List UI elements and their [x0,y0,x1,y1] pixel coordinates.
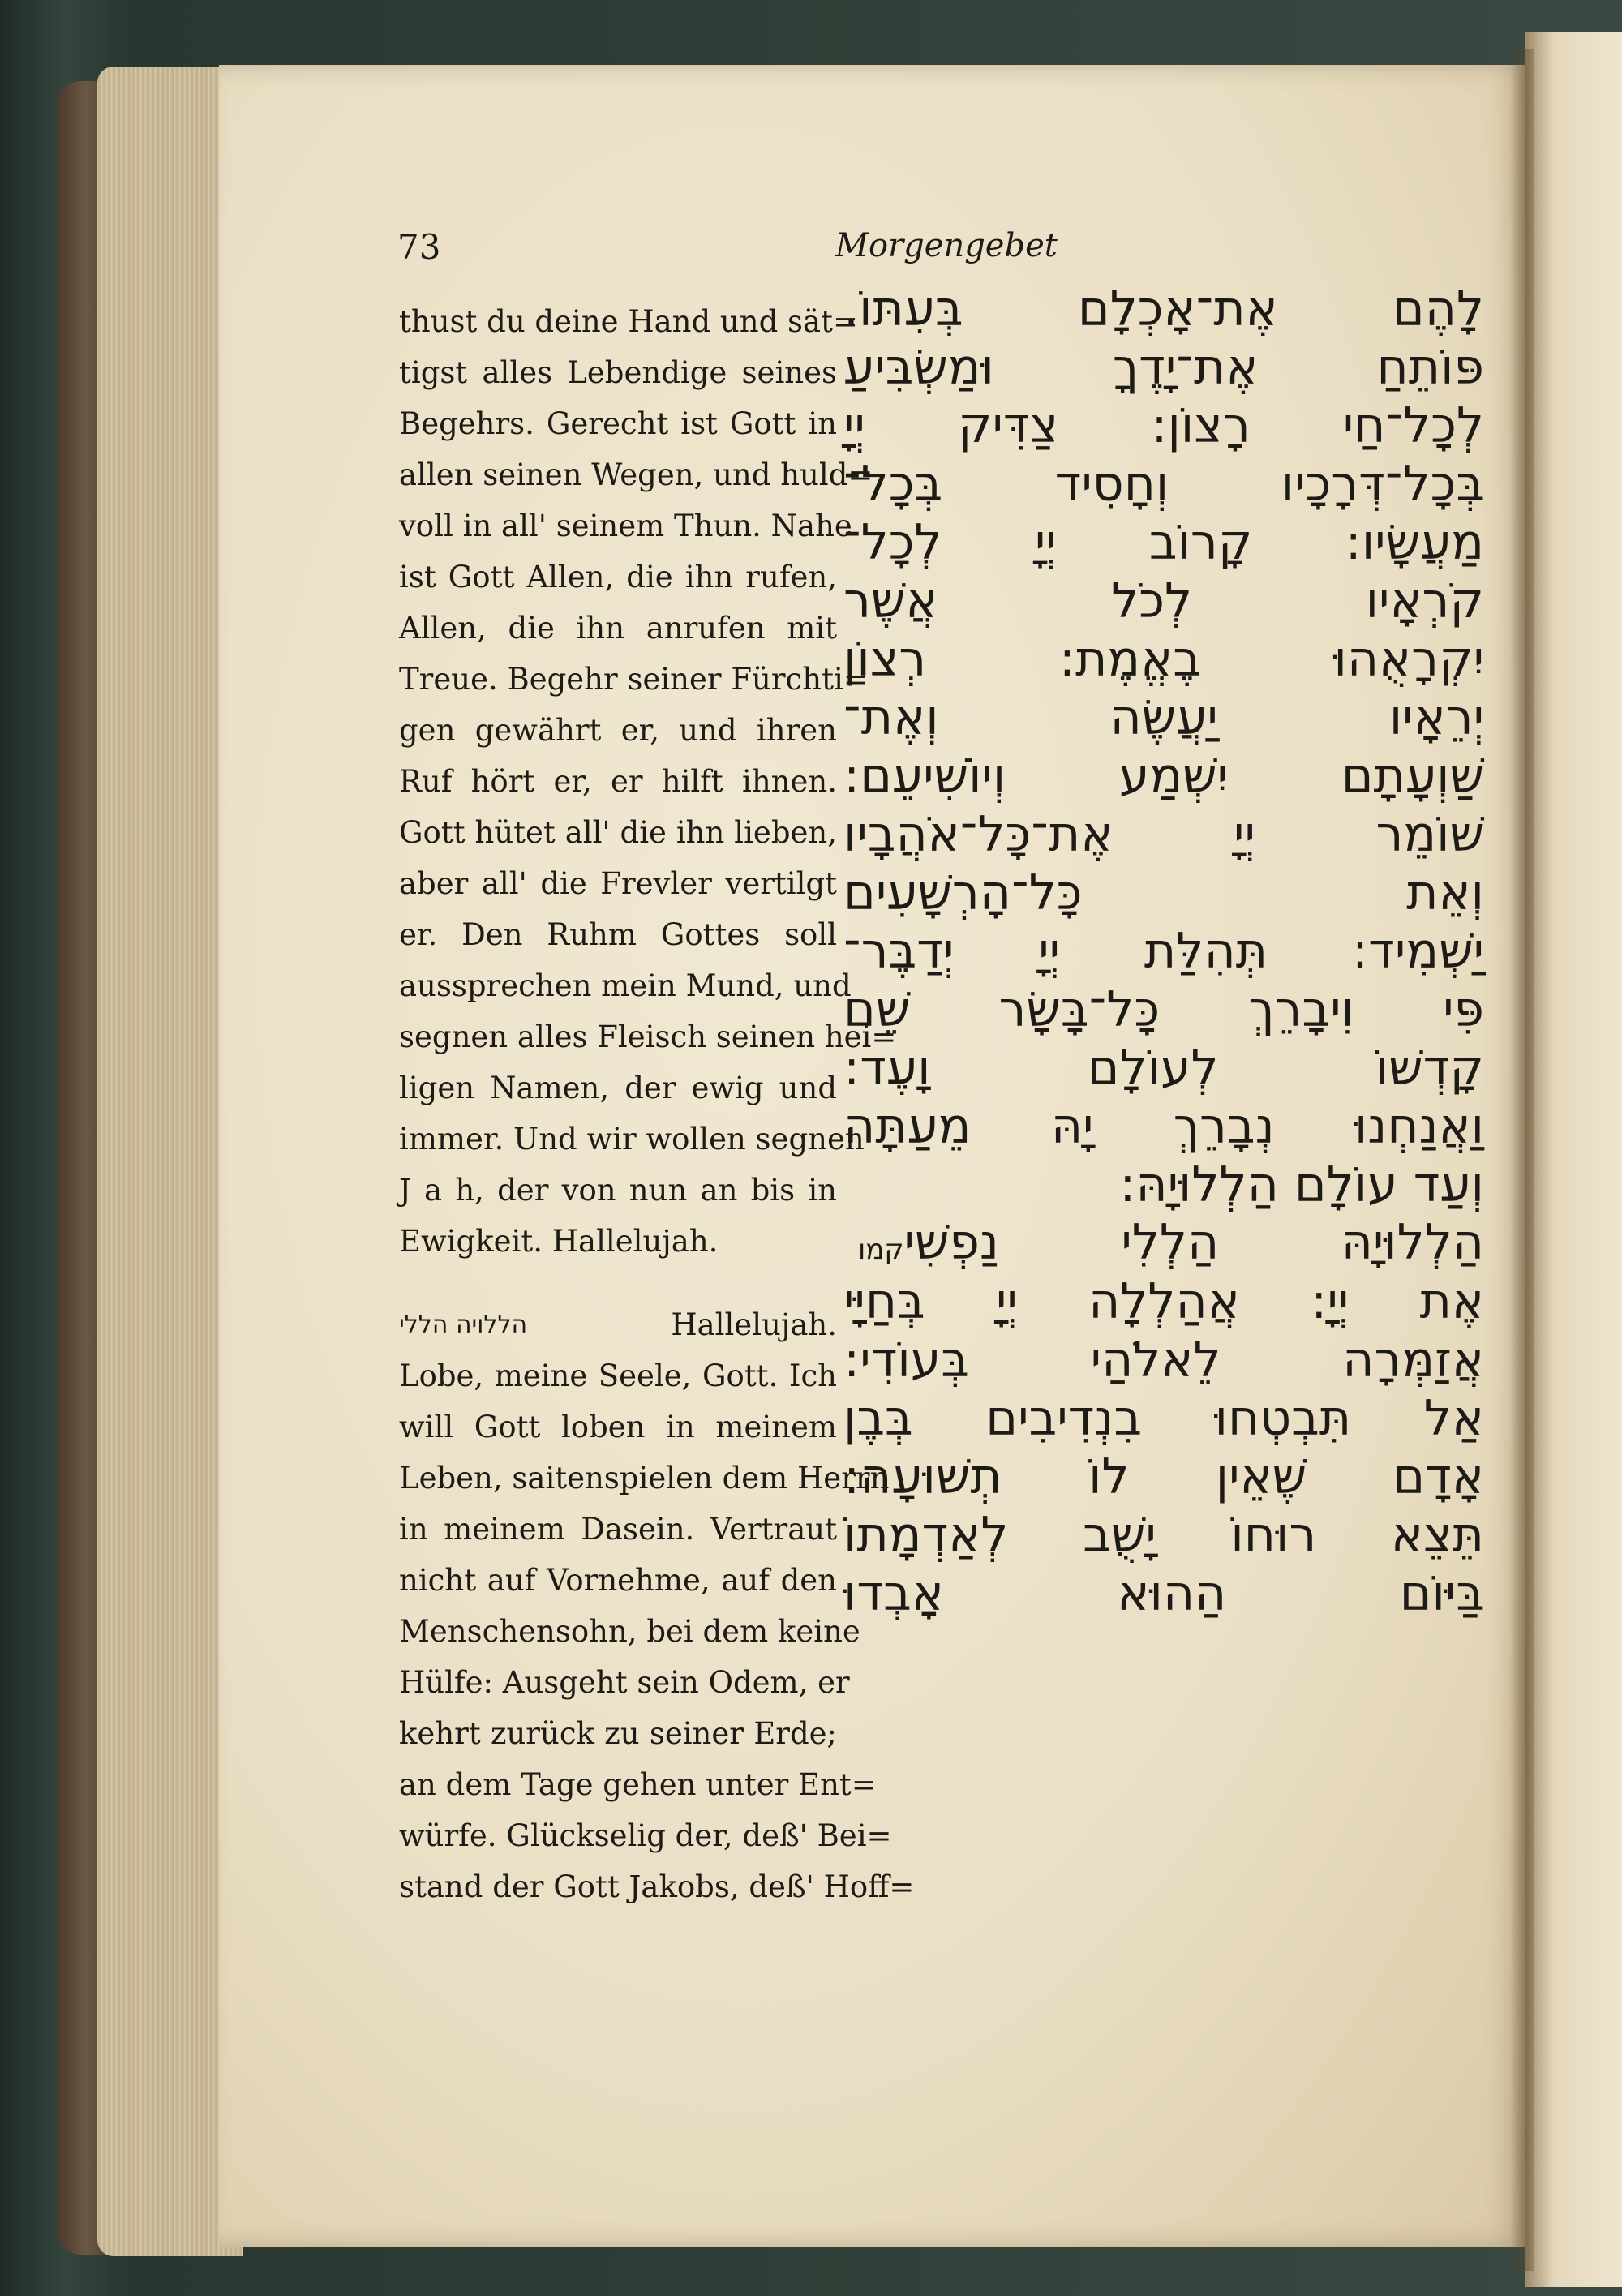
hebrew-line: שׁוֹמֵר יְיָ אֶת־כָּל־אֹהֲבָיו [843,806,1484,863]
hebrew-line: פּוֹתֵחַ אֶת־יָדֶךָ וּמַשְׂבִּיעַ [843,339,1484,396]
german-line: Allen, die ihn anrufen mit [399,611,837,646]
german-line: Gott hütet all' die ihn lieben, [399,815,837,850]
german-line: Ruf hört er, er hilft ihnen. [399,764,837,799]
hebrew-line: אֶת יְיָ: אֲהַלְלָה יְיָ בְּחַיָּי [843,1273,1484,1330]
page-number: 73 [397,227,441,267]
german-line: segnen alles Fleisch seinen hei= [399,1019,897,1054]
page-gutter-shadow [1510,49,1534,2271]
hebrew-line: פִּי וִיבָרֵךְ כָּל־בָּשָׂר שֵׁם [843,981,1484,1038]
hebrew-line: הַלְלוּיָהּ הַלְלִי נַפְשִׁי [903,1214,1484,1271]
german-line: Leben, saitenspielen dem Herrn [399,1461,890,1496]
hebrew-line: קָדְשׁוֹ לְעוֹלָם וָעֶד: [843,1040,1484,1097]
german-line: J a h, der von nun an bis in [399,1173,837,1208]
hebrew-line: וְאֵת כָּל־הָרְשָׁעִים [843,865,1484,921]
running-head: Morgengebet [835,227,1058,264]
hebrew-line: בְּכָל־דְּרָכָיו וְחָסִיד בְּכָל־ [843,456,1484,513]
hebrew-line: קֹרְאָיו לְכֹל אֲשֶׁר [843,573,1484,629]
facing-page-edge [1525,32,1622,2287]
german-line: würfe. Glückselig der, deß' Bei= [399,1818,892,1853]
german-paragraph-opening [399,1299,837,1350]
german-line: tigst alles Lebendige seines [399,355,837,390]
hebrew-line: וַאֲנַחְנוּ נְבָרֵךְ יָהּ מֵעַתָּה [843,1098,1484,1155]
hebrew-line: שַׁוְעָתָם יִשְׁמַע וְיוֹשִׁיעֵם: [843,748,1484,805]
german-line: voll in all' seinem Thun. Nahe [399,509,852,543]
german-line: will Gott loben in meinem [399,1410,837,1444]
german-line: Begehrs. Gerecht ist Gott in [399,406,837,441]
german-line: gen gewährt er, und ihren [399,713,837,748]
german-line: Lobe, meine Seele, Gott. Ich [399,1358,837,1393]
german-line: stand der Gott Jakobs, deß' Hoff= [399,1869,915,1904]
hebrew-line: לָהֶם אֶת־אָכְלָם בְּעִתּוֹ. [843,281,1484,337]
german-line: an dem Tage gehen unter Ent= [399,1767,877,1802]
german-line: aussprechen mein Mund, und [399,968,852,1003]
psalm-number: קמו [858,1234,904,1266]
hebrew-line: לְכָל־חַי רָצוֹן: צַדִּיק יְיָ [843,397,1484,454]
hebrew-line: יַשְׁמִיד: תְּהִלַּת יְיָ יְדַבֶּר־ [843,923,1484,980]
hebrew-text-column [843,280,1484,1623]
german-line: ist Gott Allen, die ihn rufen, [399,560,837,594]
german-line-start: Hallelujah. [671,1307,837,1342]
german-line: Hülfe: Ausgeht sein Odem, er [399,1665,850,1700]
german-line: er. Den Ruhm Gottes soll [399,917,837,952]
hebrew-line: יְרֵאָיו יַעֲשֶׂה וְאֶת־ [843,689,1484,746]
hebrew-line: תֵּצֵא רוּחוֹ יָשֻׁב לְאַדְמָתוֹ [843,1507,1484,1564]
hebrew-line: מַעֲשָׂיו: קָרוֹב יְיָ לְכָל־ [843,514,1484,571]
german-line: Ewigkeit. Hallelujah. [399,1224,719,1259]
german-line: thust du deine Hand und sät= [399,304,858,339]
german-line: Treue. Begehr seiner Fürchti= [399,662,869,697]
hebrew-line: אָדָם שֶׁאֵין לוֹ תְשׁוּעָה: [843,1448,1484,1505]
german-line: aber all' die Frevler vertilgt [399,866,837,901]
hebrew-line: וְעַד עוֹלָם הַלְלוּיָהּ: [1119,1157,1484,1213]
german-line: Menschensohn, bei dem keine [399,1614,860,1649]
hebrew-line: יִקְרָאֻהוּ בֶאֱמֶת: רְצוֹן [843,631,1484,688]
german-line: kehrt zurück zu seiner Erde; [399,1716,837,1751]
hebrew-line: בַּיּוֹם הַהוּא אָבְדוּ [843,1565,1484,1622]
paragraph-gap [399,1267,837,1299]
hebrew-cue: הללויה הללי [399,1311,528,1339]
german-line: allen seinen Wegen, und huld= [399,457,873,492]
german-line: immer. Und wir wollen segnen [399,1122,865,1157]
german-line: ligen Namen, der ewig und [399,1071,837,1105]
german-line: in meinem Dasein. Vertraut [399,1512,837,1547]
hebrew-line: אַל תִּבְטְחוּ בִנְדִיבִים בְּבֶן [843,1390,1484,1447]
psalm-opening-line [843,1214,1484,1272]
hebrew-line: אֲזַמְּרָה לֵאלֹהַי בְּעוֹדִי: [843,1332,1484,1388]
german-line: nicht auf Vornehme, auf den [399,1563,837,1598]
